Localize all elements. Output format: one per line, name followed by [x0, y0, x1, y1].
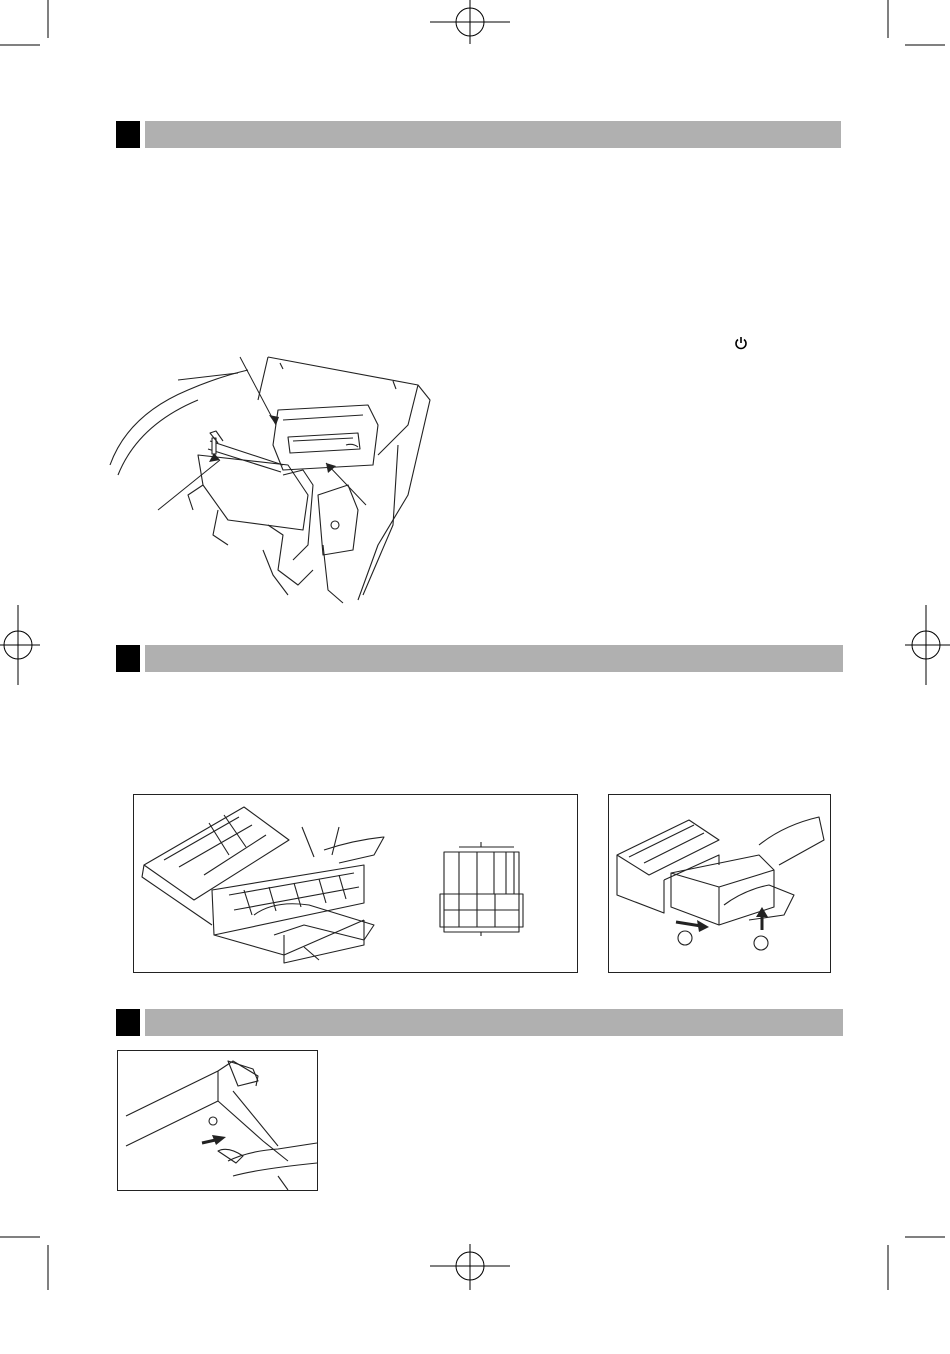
printer-roller-illustration — [108, 345, 438, 610]
drawer-release-figure — [117, 1050, 318, 1191]
drawer-tray-figure — [133, 794, 578, 973]
section-title-bar — [145, 645, 843, 672]
drawer-release-illustration — [118, 1051, 317, 1190]
section-header-2 — [116, 645, 843, 672]
power-icon — [734, 336, 748, 350]
section-title-bar — [145, 1009, 843, 1036]
drawer-removal-figure — [608, 794, 831, 973]
section-number-block — [116, 1009, 140, 1036]
section-title-bar — [145, 121, 841, 148]
drawer-tray-illustration — [134, 795, 577, 972]
section-number-block — [116, 645, 140, 672]
section-header-3 — [116, 1009, 843, 1036]
section-number-block — [116, 121, 140, 148]
section-header-1 — [116, 121, 841, 148]
drawer-removal-illustration — [609, 795, 830, 972]
